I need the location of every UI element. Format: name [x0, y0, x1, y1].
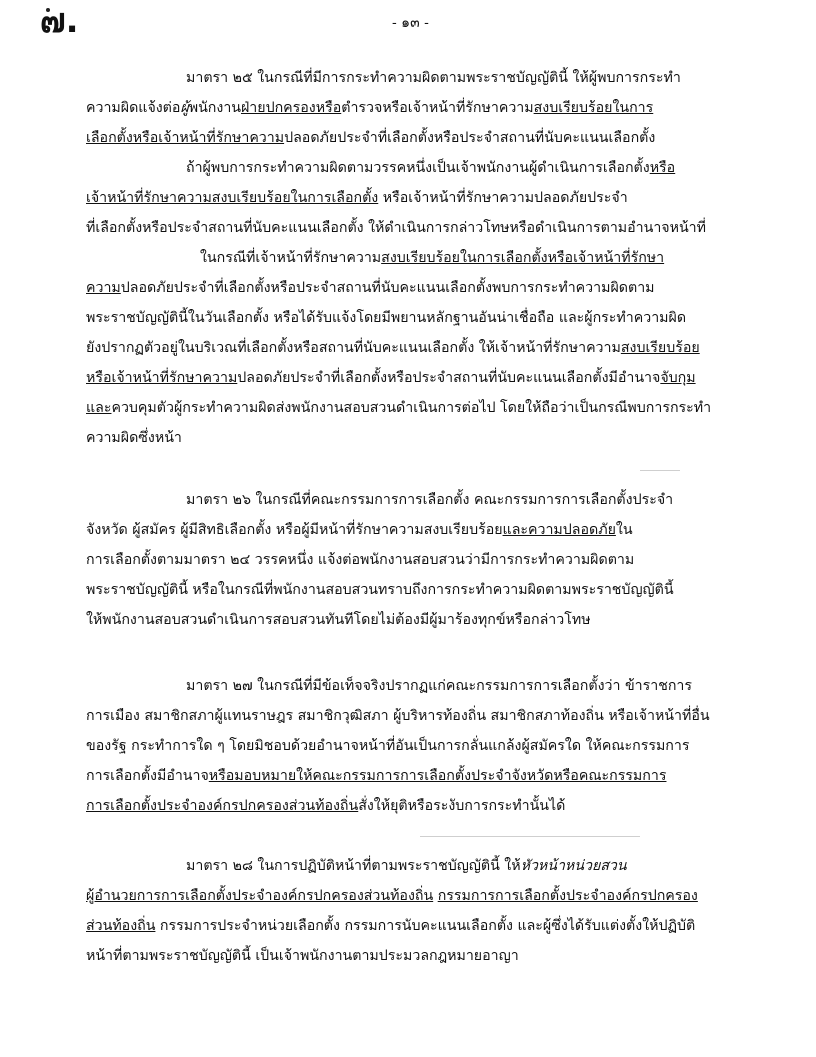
text-line	[86, 946, 519, 966]
text-line	[86, 338, 700, 358]
handwritten-text: ผู้	[180, 100, 189, 116]
text-span: ความผิดซึ่งหน้า	[86, 430, 182, 446]
text-line	[186, 490, 673, 510]
underlined-text: สงบเรียบร้อย	[620, 340, 700, 356]
page-number: - ๑๓ -	[392, 15, 429, 31]
scan-artifact	[640, 470, 680, 471]
text-span: จังหวัด ผู้สมัคร ผู้มีสิทธิเลือกตั้ง หรือผู้มีหน้าที่รักษาความสงบเรียบร้อย	[86, 522, 503, 538]
text-span: ยังปรากฏตัวอยู่ในบริเวณที่เลือกตั้งหรือสถานที่นับคะแนนเลือกตั้ง ให้เจ้าหน้าที่รักษาความ	[86, 340, 621, 356]
underlined-text: หรือ	[649, 160, 676, 176]
underlined-text: และความปลอดภัย	[502, 522, 616, 538]
text-span: ตำรวจหรือเจ้าหน้าที่รักษาความ	[341, 100, 534, 116]
text-line	[86, 916, 695, 936]
page-mark: ๗.	[40, 1, 79, 41]
text-span: ความผิดแจ้งต่อ	[86, 100, 181, 116]
text-span: ควบคุมตัวผู้กระทำความผิดส่งพนักงานสอบสวนดำเนินการต่อไป โดยให้ถือว่าเป็นกรณีพบการกระทำ	[111, 400, 712, 416]
text-line	[86, 368, 696, 388]
text-line	[86, 128, 655, 148]
text-line	[86, 98, 653, 118]
text-span: ในกรณีที่เจ้าหน้าที่รักษาความ	[200, 250, 382, 266]
underlined-text: สงบเรียบร้อยในการเลือกตั้งหรือเจ้าหน้าที่รักษา	[381, 250, 665, 266]
text-span: ของรัฐ กระทำการใด ๆ โดยมิชอบด้วยอำนาจหน้าที่อันเป็นการกลั่นแกล้งผู้สมัครใด ให้คณะกรรมการ	[86, 738, 690, 754]
underlined-text: หรือเจ้าหน้าที่รักษาความ	[86, 370, 238, 386]
text-span: ที่เลือกตั้งหรือประจำสถานที่นับคะแนนเลือกตั้ง ให้ดำเนินการกล่าวโทษหรือดำเนินการตามอำนาจหน้าที่	[86, 220, 706, 236]
text-span: กรรมการประจำหน่วยเลือกตั้ง กรรมการนับคะแนนเลือกตั้ง และผู้ซึ่งได้รับแต่งตั้งให้ปฏิบัติ	[155, 918, 696, 934]
underlined-text: เจ้าหน้าที่รักษาความสงบเรียบร้อยในการเลือกตั้ง	[86, 190, 379, 206]
text-span: พระราชบัญญัตินี้ หรือในกรณีที่พนักงานสอบสวนทราบถึงการกระทำความผิดตามพระราชบัญญัตินี้	[86, 582, 674, 598]
underlined-text: และ	[86, 400, 112, 416]
underlined-text: สงบเรียบร้อยในการ	[533, 100, 654, 116]
text-line	[86, 308, 686, 328]
text-line	[186, 856, 627, 876]
text-span: หรือเจ้าหน้าที่รักษาความปลอดภัยประจำ	[378, 190, 628, 206]
text-span: ปลอดภัยประจำที่เลือกตั้งหรือประจำสถานที่นับคะแนนเลือกตั้งพบการกระทำความผิดตาม	[120, 280, 655, 296]
text-line	[86, 610, 591, 630]
text-span: สั่งให้ยุติหรือระงับการกระทำนั้นได้	[358, 798, 566, 814]
text-line	[86, 520, 633, 540]
text-span: ปลอดภัยประจำที่เลือกตั้งหรือประจำสถานที่นับคะแนนเลือกตั้ง	[284, 130, 656, 146]
text-line	[186, 158, 675, 178]
text-line	[86, 886, 698, 906]
scan-artifact	[420, 836, 640, 837]
text-line	[200, 248, 664, 268]
text-span: การเมือง สมาชิกสภาผู้แทนราษฎร สมาชิกวุฒิสภา ผู้บริหารท้องถิ่น สมาชิกสภาท้องถิ่น หรือเจ้าหน้าที่อื่น	[86, 708, 710, 724]
underlined-text: ส่วนท้องถิ่น	[86, 918, 156, 934]
text-span: พนักงาน	[188, 100, 241, 116]
text-line	[86, 278, 655, 298]
text-span: ให้พนักงานสอบสวนดำเนินการสอบสวนทันทีโดยไม่ต้องมีผู้มาร้องทุกข์หรือกล่าวโทษ	[86, 612, 591, 628]
text-span: มาตรา ๒๕ ในกรณีที่มีการกระทำความผิดตามพระราชบัญญัตินี้ ให้ผู้พบการกระทำ	[186, 70, 681, 86]
underlined-text: จับกุม	[660, 370, 696, 386]
text-span: ใน	[615, 522, 633, 538]
text-span: พระราชบัญญัตินี้ในวันเลือกตั้ง หรือได้รับแจ้งโดยมีพยานหลักฐานอันน่าเชื่อถือ และผู้กระทำความผิด	[86, 310, 687, 326]
text-line	[86, 580, 674, 600]
underlined-text: ผู้อำนวยการการเลือกตั้งประจำองค์กรปกครองส่วนท้องถิ่น	[86, 888, 434, 904]
text-span: ปลอดภัยประจำที่เลือกตั้งหรือประจำสถานที่นับคะแนนเลือกตั้งมีอำนาจ	[237, 370, 661, 386]
text-span: การเลือกตั้งมีอำนาจ	[86, 768, 209, 784]
underlined-text: ความ	[86, 280, 121, 296]
text-span: มาตรา ๒๖ ในกรณีที่คณะกรรมการการเลือกตั้ง คณะกรรมการการเลือกตั้งประจำ	[186, 492, 674, 508]
text-line	[86, 550, 634, 570]
handwritten-text: หัวหน้าหน่วยสวน	[520, 858, 627, 874]
underlined-text: ฝ่ายปกครองหรือ	[240, 100, 342, 116]
text-span: การเลือกตั้งตามมาตรา ๒๔ วรรคหนึ่ง แจ้งต่อพนักงานสอบสวนว่ามีการกระทำความผิดตาม	[86, 552, 635, 568]
text-line	[86, 188, 628, 208]
text-span: มาตรา ๒๘ ในการปฏิบัติหน้าที่ตามพระราชบัญญัตินี้ ให้	[186, 858, 521, 874]
text-line	[86, 706, 710, 726]
text-line	[86, 398, 711, 418]
text-line	[186, 68, 681, 88]
text-line	[86, 428, 182, 448]
text-line	[86, 796, 565, 816]
text-line	[86, 218, 706, 238]
underlined-text: หรือมอบหมายให้คณะกรรมการการเลือกตั้งประจำจังหวัดหรือคณะกรรมการ	[208, 768, 667, 784]
text-span: มาตรา ๒๗ ในกรณีที่มีข้อเท็จจริงปรากฏแก่คณะกรรมการการเลือกตั้งว่า ข้าราชการ	[186, 678, 693, 694]
text-line	[86, 736, 689, 756]
text-line	[186, 676, 692, 696]
underlined-text: เลือกตั้งหรือเจ้าหน้าที่รักษาความ	[86, 130, 285, 146]
text-span: ถ้าผู้พบการกระทำความผิดตามวรรคหนึ่งเป็นเจ้าพนักงานผู้ดำเนินการเลือกตั้ง	[186, 160, 650, 176]
text-span: หน้าที่ตามพระราชบัญญัตินี้ เป็นเจ้าพนักงานตามประมวลกฎหมายอาญา	[86, 948, 519, 964]
underlined-text: กรรมการการเลือกตั้งประจำองค์กรปกครอง	[437, 888, 698, 904]
underlined-text: การเลือกตั้งประจำองค์กรปกครองส่วนท้องถิ่น	[86, 798, 359, 814]
text-line	[86, 766, 666, 786]
